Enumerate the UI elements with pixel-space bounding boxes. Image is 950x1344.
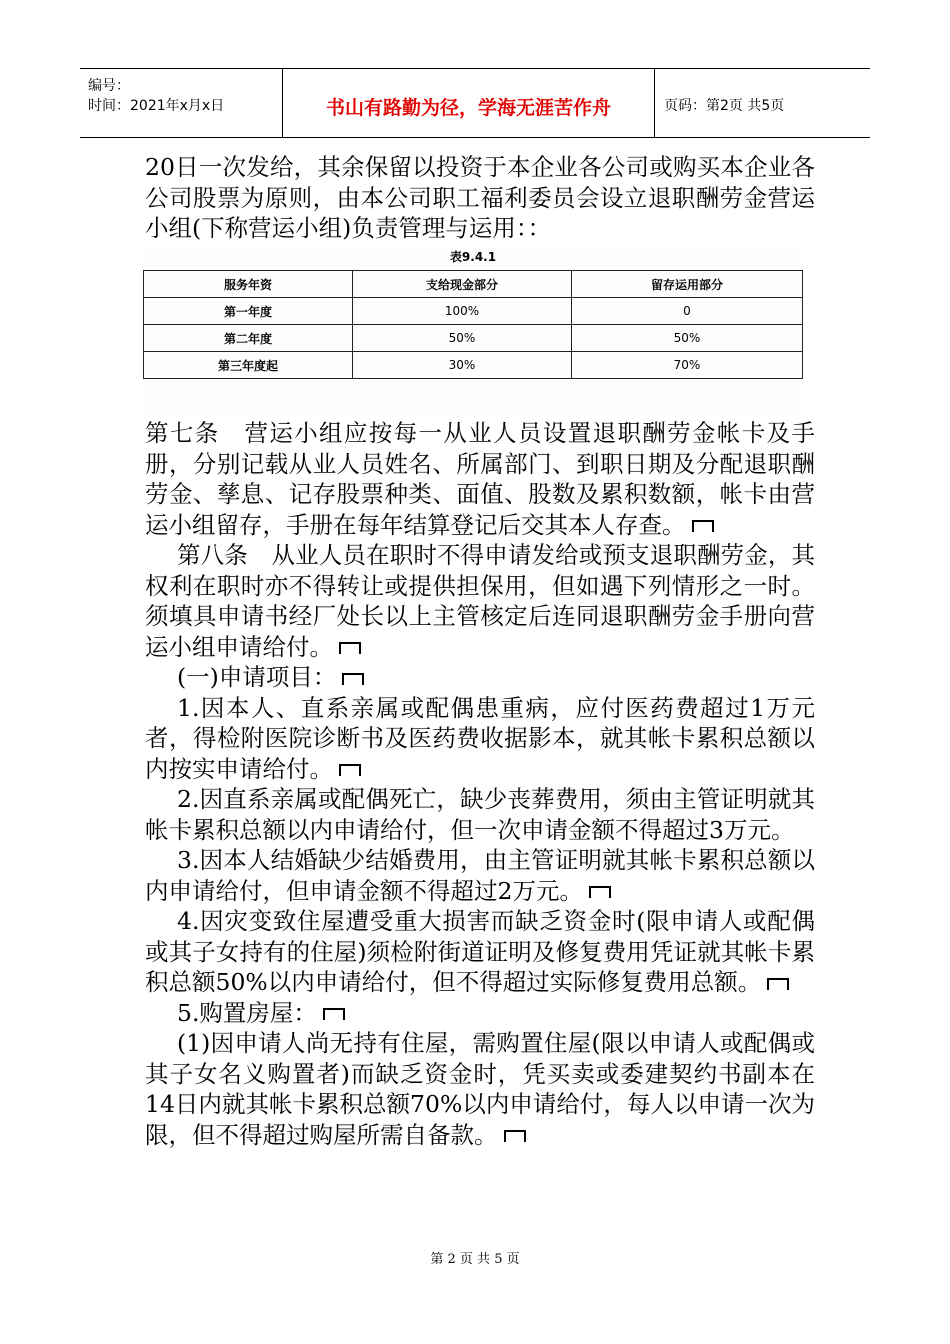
paragraph-mark-icon [589,886,611,898]
paragraph-item-2 [145,784,815,845]
paragraph-text: 1.因本人、直系亲属或配偶患重病，应付医药费超过1万元者，得检附医院诊断书及医药费收据影本，就其帐卡累积总额以内按实申请给付。 [145,693,815,783]
table-cell: 0 [572,298,803,325]
paragraph-text: 2.因直系亲属或配偶死亡，缺少丧葬费用，须由主管证明就其帐卡累积总额以内申请给付，但一次申请金额不得超过3万元。 [145,785,815,844]
table-header-cell: 服务年资 [144,271,353,298]
header-time-label: 时间：2021年x月x日 [88,98,225,114]
table-caption: 表9.4.1 [449,250,497,264]
paragraph-text: 3.因本人结婚缺少结婚费用，由主管证明就其帐卡累积总额以内申请给付，但申请金额不得超过2万元。 [145,846,815,905]
paragraph-item-4 [145,906,815,998]
table-cell: 第三年度起 [144,352,353,379]
paragraph-item-5-1 [145,1028,815,1150]
header-page-info: 页码：第2页 共5页 [664,98,785,114]
paragraph-text: 第八条 从业人员在职时不得申请发给或预支退职酬劳金，其权利在职时亦不得转让或提供担保用，但如遇下列情形之一时。须填具申请书经厂处长以上主管核定后连同退职酬劳金手册向营运小组申请给付。 [145,541,815,661]
paragraph-mark-icon [323,1008,345,1020]
table-cell: 100% [353,298,572,325]
table-cell: 第一年度 [144,298,353,325]
table-row [144,298,803,325]
table-figure [143,246,803,416]
table-row [144,325,803,352]
payout-table [143,270,803,379]
table-row [144,352,803,379]
paragraph-section-heading [145,662,815,693]
paragraph-text: 5.购置房屋： [177,998,317,1027]
header-motto-cell [282,69,655,137]
table-header-cell: 支给现金部分 [353,271,572,298]
paragraph-article-7 [145,418,815,540]
table-header-cell: 留存运用部分 [572,271,803,298]
paragraph-mark-icon [339,642,361,654]
page-footer: 第 2 页 共 5 页 [430,1252,520,1267]
header-page-cell [654,69,870,137]
table-cell: 70% [572,352,803,379]
paragraph-intro: 20日一次发给，其余保留以投资于本企业各公司或购买本企业各公司股票为原则，由本公司职工福利委员会设立退职酬劳金营运小组(下称营运小组)负责管理与运用：： [145,153,815,242]
document-body [145,152,815,244]
paragraph-item-1 [145,693,815,785]
header-meta [80,69,282,137]
paragraph-item-5 [145,998,815,1029]
table-header-row [144,271,803,298]
header-motto: 书山有路勤为径，学海无涯苦作舟 [325,97,611,119]
paragraph-mark-icon [692,520,714,532]
document-body-continued [145,418,815,1150]
paragraph-mark-icon [342,673,364,685]
table-cell: 50% [353,325,572,352]
paragraph-text: (1)因申请人尚无持有住屋，需购置住屋(限以申请人或配偶或其子女名义购置者)而缺乏资金时，凭买卖或委建契约书副本在14日内就其帐卡累积总额70%以内申请给付，每人以申请一次为限，但不得超过购屋所需自备款。 [145,1029,815,1149]
paragraph-text: 第七条 营运小组应按每一从业人员设置退职酬劳金帐卡及手册，分别记载从业人员姓名、所属部门、到职日期及分配退职酬劳金、孳息、记存股票种类、面值、股数及累积数额，帐卡由营运小组留存，手册在每年结算登记后交其本人存查。 [145,419,815,539]
paragraph-item-3 [145,845,815,906]
paragraph-text: 4.因灾变致住屋遭受重大损害而缺乏资金时(限申请人或配偶或其子女持有的住屋)须检附街道证明及修复费用凭证就其帐卡累积总额50%以内申请给付，但不得超过实际修复费用总额。 [145,907,815,996]
table-cell: 50% [572,325,803,352]
table-cell: 第二年度 [144,325,353,352]
table-cell: 30% [353,352,572,379]
header-number-label: 编号： [88,78,130,94]
page-header [80,68,870,138]
paragraph-text: (一)申请项目： [177,663,337,691]
paragraph-article-8 [145,540,815,662]
paragraph-mark-icon [504,1130,526,1142]
paragraph-mark-icon [767,978,789,990]
paragraph-mark-icon [339,764,361,776]
